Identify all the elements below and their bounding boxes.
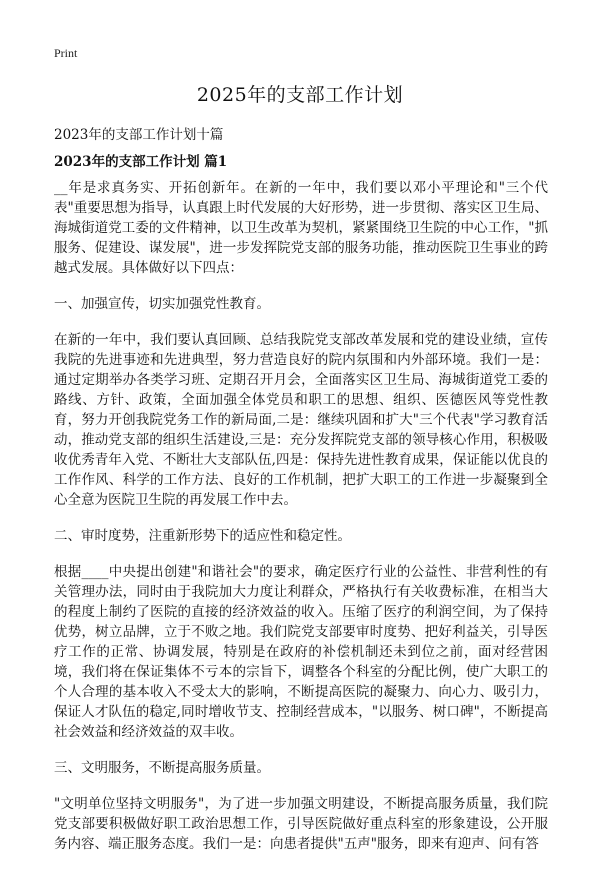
point-1-paragraph: 在新的一年中，我们要认真回顾、总结我院党支部改革发展和党的建设业绩，宣传我院的先进事迹和先进典型，努力营造良好的院内氛围和内外部环境。我们一是：通过定期举办各类学习班、定期召开月会，全面落实区卫生局、海城街道党工委的路线、方针、政策，全面加强全体党员和职工的思想、组织、医德医风等党性教育，努力开创我院党务工作的新局面,二是：继续巩固和扩大"三个代表"学习教育活动，推动党支部的组织生活建设,三是：充分发挥院党支部的领导核心作用，积极吸收优秀青年入党、不断壮大支部队伍,四是：保持先进性教育成果，保证能以优良的工作作风、科学的工作方法、良好的工作机制，把扩大职工的工作进一步凝聚到全心全意为医院卫生院的再发展工作中去。 (54, 332, 548, 508)
point-3-paragraph: "文明单位坚持文明服务"，为了进一步加强文明建设，不断提高服务质量，我们院党支部要积极做好职工政治思想工作，引导医院做好重点科室的形象建设，公开服务内容、端正服务态度。我们一是：向患者提供"五声"服务，即来有迎声、问有答 (54, 796, 548, 852)
document-body (54, 178, 548, 870)
intro-paragraph: __年是求真务实、开拓创新年。在新的一年中，我们要以邓小平理论和"三个代表"重要思想为指导，认真跟上时代发展的大好形势，进一步贯彻、落实区卫生局、海城街道党工委的文件精神，以卫生改革为契机，紧紧围绕卫生院的中心工作，"抓服务、促建设、谋发展"，进一步发挥院党支部的服务功能，推动医院卫生事业的跨越式发展。具体做好以下四点： (54, 180, 548, 276)
document-title: 2025年的支部工作计划 (196, 84, 404, 106)
point-2-heading: 二、审时度势，注重新形势下的适应性和稳定性。 (54, 528, 351, 544)
point-3-heading: 三、文明服务，不断提高服务质量。 (54, 760, 270, 776)
section-heading: 2023年的支部工作计划 篇1 (54, 154, 228, 170)
point-1-heading: 一、加强宣传，切实加强党性教育。 (54, 296, 270, 312)
document-subtitle: 2023年的支部工作计划十篇 (54, 127, 224, 143)
print-link[interactable]: Print (54, 46, 78, 60)
point-2-paragraph: 根据____中央提出创建"和谐社会"的要求，确定医疗行业的公益性、非营利性的有关管理办法，同时由于我院加大力度让利群众，严格执行有关收费标准，在相当大的程度上制约了医院的直接的经济效益的收入。压缩了医疗的利润空间，为了保持优势，树立品牌，立于不败之地。我们院党支部要审时度势、把好利益关，引导医疗工作的正常、协调发展，特别是在政府的补偿机制还未到位之前，面对经营困境，我们将在保证集体不亏本的宗旨下，调整各个科室的分配比例，使广大职工的个人合理的基本收入不受太大的影响，不断提高医院的凝聚力、向心力、吸引力，保证人才队伍的稳定,同时增收节支、控制经营成本，"以服务、树口碑"，不断提高社会效益和经济效益的双丰收。 (54, 564, 548, 740)
